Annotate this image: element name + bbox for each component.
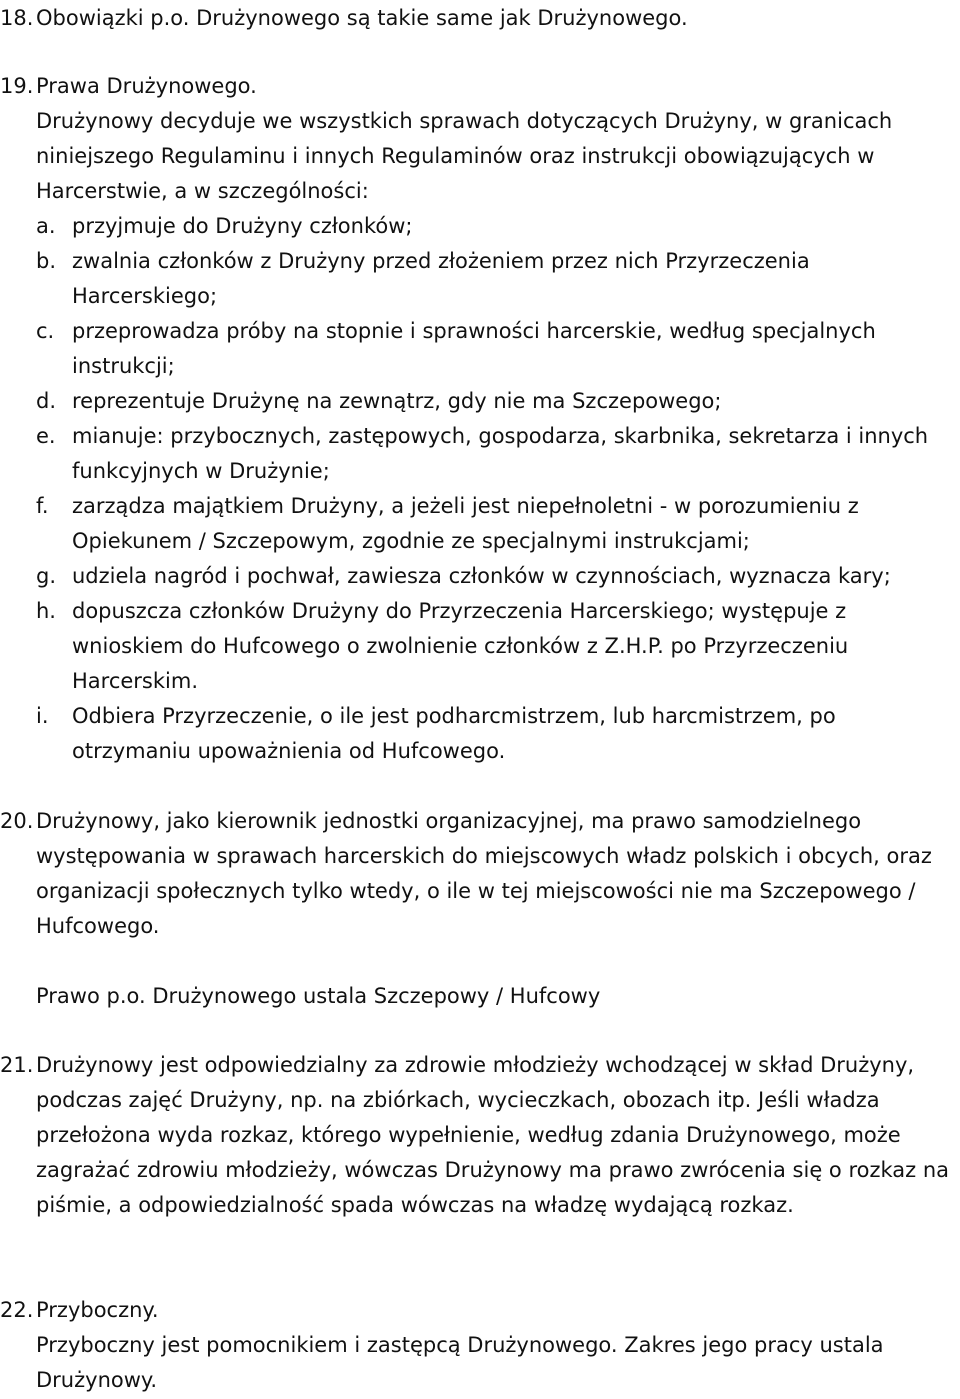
item-number: 20. (0, 809, 34, 833)
list-text: zarządza majątkiem Drużyny, a jeżeli jest niepełnoletni - w porozumieniu z Opiekunem / Szczepowym, zgodnie ze specjalnymi instrukcjami; (72, 494, 859, 553)
list-item (36, 419, 960, 489)
item-18 (0, 1, 960, 36)
list-letter: e. (36, 424, 56, 448)
item-text: Drużynowy, jako kierownik jednostki organizacyjnej, ma prawo samodzielnego występowania w sprawach harcerskich do miejscowych władz polskich i obcych, oraz organizacji społecznych tylko wtedy, o ile w tej miejscowości nie ma Szczepowego / Hufcowego. (36, 809, 932, 938)
list-letter: b. (36, 249, 57, 273)
list-letter: h. (36, 599, 56, 623)
item-20 (0, 804, 960, 944)
item-text: Drużynowy jest odpowiedzialny za zdrowie młodzieży wchodzącej w skład Drużyny, podczas zajęć Drużyny, np. na zbiórkach, wycieczkach, obozach itp. Jeśli władza przełożona wyda rozkaz, którego wypełnienie, według zdania Drużynowego, może zagrażać zdrowiu młodzieży, wówczas Drużynowy ma prawo zwrócenia się o rozkaz na piśmie, a odpowiedzialność spada wówczas na władzę wydającą rozkaz. (36, 1053, 950, 1217)
list-letter: g. (36, 564, 57, 588)
list-text: reprezentuje Drużynę na zewnątrz, gdy nie ma Szczepowego; (72, 389, 722, 413)
item-20-note (0, 979, 960, 1014)
list-item (36, 559, 960, 594)
item-text: Przyboczny jest pomocnikiem i zastępcą Drużynowego. Zakres jego pracy ustala Drużynowy. (36, 1333, 884, 1392)
list-letter: c. (36, 319, 55, 343)
item-note: Prawo p.o. Drużynowego ustala Szczepowy / Hufcowy (36, 984, 601, 1008)
list-text: dopuszcza członków Drużyny do Przyrzeczenia Harcerskiego; występuje z wnioskiem do Hufcowego o zwolnienie członków z Z.H.P. po Przyrzeczeniu Harcerskim. (72, 599, 849, 693)
item-number: 18. (0, 6, 34, 30)
list-letter: d. (36, 389, 57, 413)
list-item (36, 314, 960, 384)
list-item (36, 244, 960, 314)
list-text: Odbiera Przyrzeczenie, o ile jest podharcmistrzem, lub harcmistrzem, po otrzymaniu upoważnienia od Hufcowego. (72, 704, 836, 763)
item-heading: Prawa Drużynowego. (36, 74, 257, 98)
list-item (36, 489, 960, 559)
item-number: 19. (0, 74, 34, 98)
item-19 (0, 69, 960, 769)
item-intro: Drużynowy decyduje we wszystkich sprawach dotyczących Drużyny, w granicach niniejszego Regulaminu i innych Regulaminów oraz instrukcji obowiązujących w Harcerstwie, a w szczególności: (36, 109, 893, 203)
item-heading: Przyboczny. (36, 1298, 159, 1322)
list-text: mianuje: przybocznych, zastępowych, gospodarza, skarbnika, sekretarza i innych funkcyjnych w Drużynie; (72, 424, 929, 483)
item-22 (0, 1293, 960, 1398)
list-item (36, 594, 960, 699)
list-item (36, 209, 960, 244)
list-text: zwalnia członków z Drużyny przed złożeniem przez nich Przyrzeczenia Harcerskiego; (72, 249, 810, 308)
item-text: Obowiązki p.o. Drużynowego są takie same jak Drużynowego. (36, 6, 688, 30)
list-text: przeprowadza próby na stopnie i sprawności harcerskie, według specjalnych instrukcji; (72, 319, 876, 378)
item-number: 21. (0, 1053, 34, 1077)
sub-list (36, 209, 960, 769)
list-letter: a. (36, 214, 56, 238)
list-text: udziela nagród i pochwał, zawiesza członków w czynnościach, wyznacza kary; (72, 564, 891, 588)
item-21 (0, 1048, 960, 1223)
list-letter: f. (36, 494, 49, 518)
list-text: przyjmuje do Drużyny członków; (72, 214, 413, 238)
item-number: 22. (0, 1298, 34, 1322)
list-item (36, 699, 960, 769)
list-letter: i. (36, 704, 49, 728)
list-item (36, 384, 960, 419)
